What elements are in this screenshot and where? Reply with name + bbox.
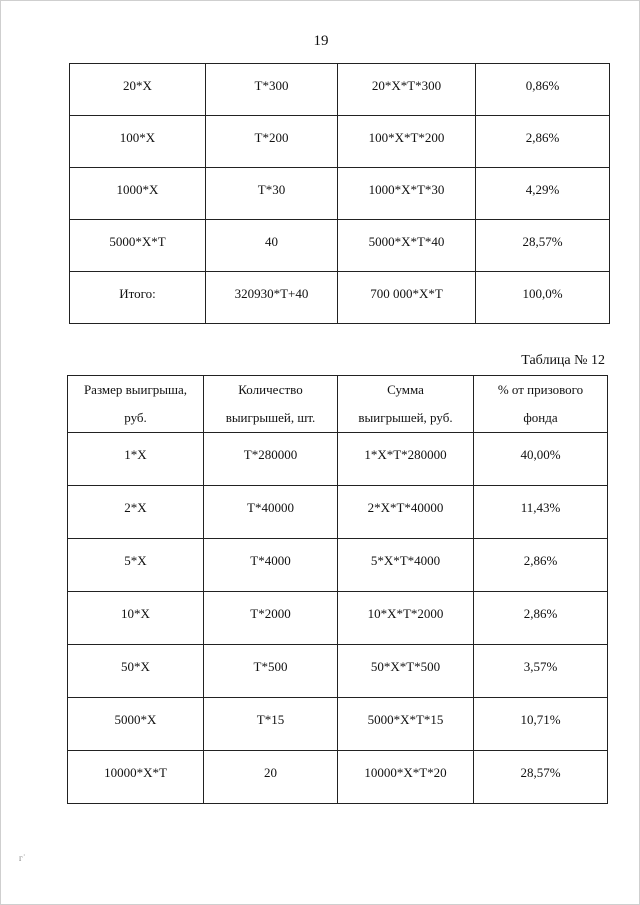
table-cell: 2*X*T*40000 (338, 486, 474, 539)
table-cell: 5*X*T*4000 (338, 539, 474, 592)
table-cell: 50*X (68, 645, 204, 698)
scan-mark: г˙ (19, 853, 26, 863)
table-cell: 10*X*T*2000 (338, 592, 474, 645)
column-header-line: выигрышей, шт. (225, 410, 316, 425)
table-cell: T*300 (206, 64, 338, 116)
table-cell: 100,0% (476, 272, 610, 324)
column-header-line: выигрышей, руб. (358, 410, 453, 425)
table-cell: 100*X (70, 116, 206, 168)
table-cell: 20 (204, 751, 338, 804)
table-cell: T*280000 (204, 433, 338, 486)
prize-table-continued (69, 63, 610, 324)
table-cell: 50*X*T*500 (338, 645, 474, 698)
column-header-line: фонда (523, 410, 558, 425)
table-row (68, 698, 608, 751)
table-cell: 10*X (68, 592, 204, 645)
table-cell: 5*X (68, 539, 204, 592)
column-header-line: % от призового (497, 382, 584, 397)
table-row (68, 486, 608, 539)
table-cell: 5000*X (68, 698, 204, 751)
table-cell: 320930*T+40 (206, 272, 338, 324)
table-cell: 2,86% (476, 116, 610, 168)
table-cell: 4,29% (476, 168, 610, 220)
table-row (68, 645, 608, 698)
column-header (338, 376, 474, 433)
table-row (68, 539, 608, 592)
table-cell: 28,57% (476, 220, 610, 272)
table-cell: 2,86% (474, 539, 608, 592)
table-cell: 5000*X*T*15 (338, 698, 474, 751)
table-cell: Итого: (70, 272, 206, 324)
table-cell: 20*X (70, 64, 206, 116)
table-row (68, 751, 608, 804)
table-cell: T*200 (206, 116, 338, 168)
column-header (474, 376, 608, 433)
table-cell: 10,71% (474, 698, 608, 751)
table-cell: 40,00% (474, 433, 608, 486)
table-cell: 1*X*T*280000 (338, 433, 474, 486)
table-cell: 5000*X*T (70, 220, 206, 272)
column-header (204, 376, 338, 433)
table-cell: T*4000 (204, 539, 338, 592)
table-cell: 700 000*X*T (338, 272, 476, 324)
table-cell: 3,57% (474, 645, 608, 698)
table-row (70, 220, 610, 272)
table-cell: 10000*X*T*20 (338, 751, 474, 804)
table-cell: 2*X (68, 486, 204, 539)
table-cell: 1000*X (70, 168, 206, 220)
column-header-line: Сумма (387, 382, 424, 397)
prize-table-12 (67, 375, 608, 804)
page-number: 19 (313, 33, 329, 49)
table-cell: 11,43% (474, 486, 608, 539)
table-row (70, 64, 610, 116)
table-row (70, 272, 610, 324)
table-row (68, 592, 608, 645)
table-cell: T*30 (206, 168, 338, 220)
table-cell: 5000*X*T*40 (338, 220, 476, 272)
table-cell: T*40000 (204, 486, 338, 539)
table-cell: 40 (206, 220, 338, 272)
table-header-row (68, 376, 608, 433)
table-cell: T*15 (204, 698, 338, 751)
table-cell: 1000*X*T*30 (338, 168, 476, 220)
column-header (68, 376, 204, 433)
table-caption: Таблица № 12 (521, 353, 605, 368)
table-cell: 2,86% (474, 592, 608, 645)
table-cell: 10000*X*T (68, 751, 204, 804)
table-cell: 0,86% (476, 64, 610, 116)
table-cell: 20*X*T*300 (338, 64, 476, 116)
table-row (70, 168, 610, 220)
table-cell: 100*X*T*200 (338, 116, 476, 168)
table-cell: T*2000 (204, 592, 338, 645)
table-row (68, 433, 608, 486)
column-header-line: руб. (124, 410, 147, 425)
table-row (70, 116, 610, 168)
table-cell: T*500 (204, 645, 338, 698)
column-header-line: Количество (238, 382, 303, 397)
column-header-line: Размер выигрыша, (83, 382, 188, 397)
table-cell: 28,57% (474, 751, 608, 804)
table-cell: 1*X (68, 433, 204, 486)
